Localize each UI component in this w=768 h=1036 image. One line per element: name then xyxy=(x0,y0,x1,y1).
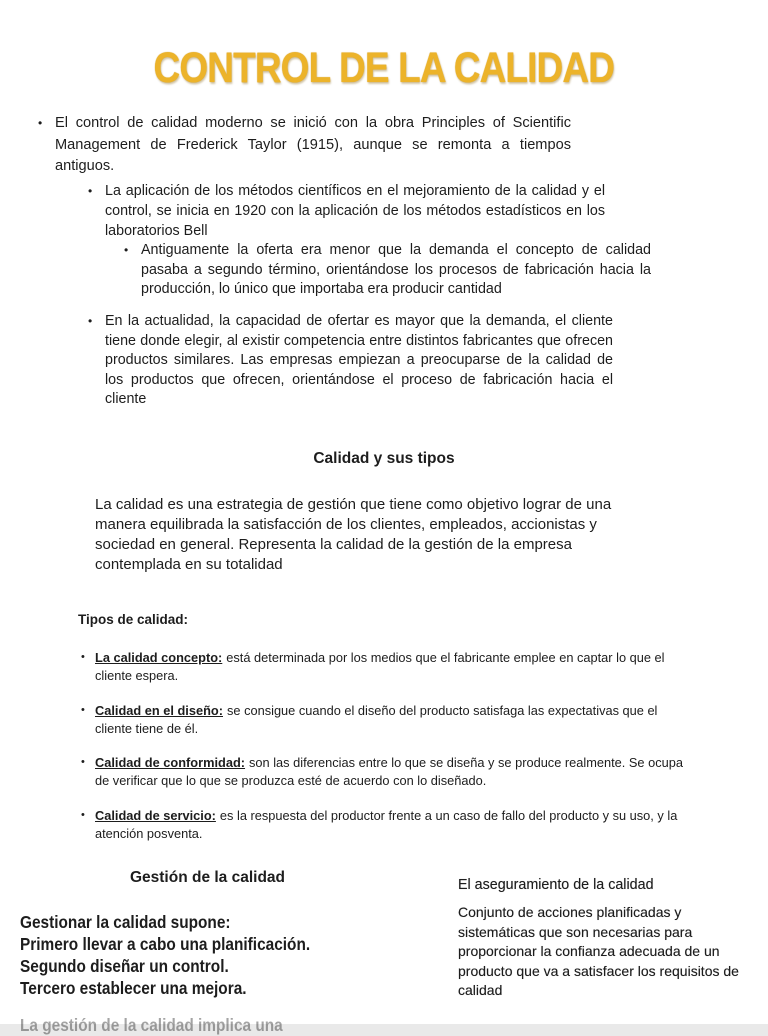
list-item-calidad-servicio xyxy=(79,807,697,843)
bullet-text: El control de calidad moderno se inició con la obra Principles of Scientific Management de Frederick Taylor (1915), aunque se remonta a tiempos antiguos. xyxy=(55,115,571,174)
bullet-text: La aplicación de los métodos científicos en el mejoramiento de la calidad y el control, se inicia en 1920 con la aplicación de los métodos estadísticos en los laboratorios Bell xyxy=(105,183,605,239)
bullet-marker-icon: • xyxy=(81,756,85,768)
list-item-description: se consigue cuando el diseño del producto satisfaga las expectativas que el cliente tiene de él. xyxy=(95,703,658,736)
list-item-calidad-conformidad xyxy=(79,754,697,790)
page-title xyxy=(0,44,768,93)
gestion-line: Primero llevar a cabo una planificación. xyxy=(20,934,311,954)
heading-aseguramiento-calidad: El aseguramiento de la calidad xyxy=(458,877,654,893)
gestion-line: Tercero establecer una mejora. xyxy=(20,978,247,998)
tipos-de-calidad-label: Tipos de calidad: xyxy=(78,612,189,627)
list-item-term: Calidad en el diseño: xyxy=(95,703,223,718)
list-item-term: La calidad concepto: xyxy=(95,650,223,665)
bullet-item-level1 xyxy=(37,113,571,178)
bullet-text: En la actualidad, la capacidad de ofertar es mayor que la demanda, el cliente tiene donde elegir, al existir competencia entre distintos fabricantes que ofrecen productos similares. Las empresas empiezan a preocuparse de la calidad de los productos que ofrecen, orientándose el proceso de fabricación hacia el cliente xyxy=(105,313,613,407)
clipped-bottom-line: La gestión de la calidad implica una xyxy=(20,1015,283,1035)
bullet-marker-icon: • xyxy=(88,314,93,328)
bullet-item-level2 xyxy=(87,181,605,241)
list-item-description: es la respuesta del productor frente a un caso de fallo del producto y su uso, y la atención posventa. xyxy=(95,808,678,841)
gestion-calidad-text-block xyxy=(20,911,390,999)
heading-gestion-de-la-calidad: Gestión de la calidad xyxy=(129,869,286,886)
list-item-description: está determinada por los medios que el fabricante emplee en captar lo que el cliente espera. xyxy=(95,650,665,683)
list-item-calidad-diseno xyxy=(79,702,697,738)
paragraph-calidad-definition: La calidad es una estrategia de gestión que tiene como objetivo lograr de una manera equilibrada la satisfacción de los clientes, empleados, accionistas y sociedad en general. Representa la calidad de la gestión de la empresa contemplada en su totalidad xyxy=(95,496,612,573)
section-heading-calidad-y-sus-tipos: Calidad y sus tipos xyxy=(313,450,455,467)
list-item-term: Calidad de servicio: xyxy=(95,808,216,823)
bullet-marker-icon: • xyxy=(81,651,85,663)
gestion-line: Segundo diseñar un control. xyxy=(20,956,229,976)
bullet-marker-icon: • xyxy=(38,116,43,130)
bullet-item-level2b xyxy=(87,312,613,410)
bullet-item-level3 xyxy=(123,241,651,300)
bullet-text: Antiguamente la oferta era menor que la demanda el concepto de calidad pasaba a segundo término, orientándose los procesos de fabricación hacia la producción, lo único que importaba era producir cantidad xyxy=(141,242,651,297)
list-item-term: Calidad de conformidad: xyxy=(95,755,246,770)
page-title-text: CONTROL DE LA CALIDAD xyxy=(153,44,615,92)
list-item-description: son las diferencias entre lo que se diseña y se produce realmente. Se ocupa de verificar que lo que se produzca esté de acuerdo con lo diseñado. xyxy=(95,755,683,788)
list-item-calidad-concepto xyxy=(79,649,697,685)
bullet-marker-icon: • xyxy=(124,243,129,257)
bullet-marker-icon: • xyxy=(81,809,85,821)
bullet-marker-icon: • xyxy=(81,704,85,716)
aseguramiento-calidad-body: Conjunto de acciones planificadas y sistemáticas que son necesarias para proporcionar la confianza adecuada de un producto que va a satisfacer los requisitos de calidad xyxy=(458,904,739,998)
gestion-line: Gestionar la calidad supone: xyxy=(20,912,231,932)
bullet-marker-icon: • xyxy=(88,184,93,198)
